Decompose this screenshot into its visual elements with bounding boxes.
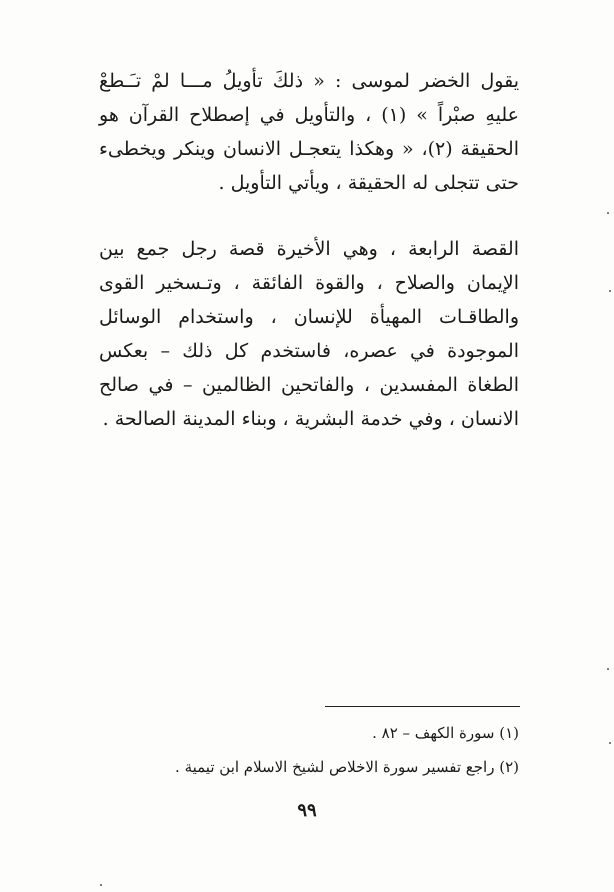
page-number: ٩٩ <box>297 800 317 821</box>
paragraph-2: القصة الرابعة ، وهي الأخيرة قصة رجل جمع بين الإيمان والصلاح ، والقوة الفائقة ، وتـسخير القوى والطاقـات المهيأة للإنسان ، واستخدام الوسائل الموجودة في عصره، فاستخدم كل ذلك – بعكس الطغاة المفسدين ، والفاتحين الظالمين – في صالح الانسان ، وفي خدمة البشرية ، وبناء المدينة الصالحة . <box>99 238 519 430</box>
footnote-1: (١) سورة الكهف – ٨٢ . <box>372 724 519 742</box>
scan-speck <box>609 742 611 744</box>
paragraph-1: يقول الخضر لموسى : « ذلكَ تأويلُ مـــا لمْ تـَـطعْ عليهِ صبْراً » (١) ، والتأويل في إصطلاح القرآن هو الحقيقة (٢)، « وهكذا يتعجـل الانسان وينكر ويخطىء حتى تتجلى له الحقيقة ، ويأتي التأويل . <box>99 70 519 194</box>
scan-speck <box>609 290 611 292</box>
footnote-2: (٢) راجع تفسير سورة الاخلاص لشيخ الاسلام ابن تيمية . <box>175 758 519 776</box>
footnote-separator <box>325 706 520 707</box>
scan-speck <box>607 668 609 670</box>
scan-speck <box>607 212 609 214</box>
footnotes <box>99 716 519 784</box>
scan-speck <box>100 884 102 886</box>
